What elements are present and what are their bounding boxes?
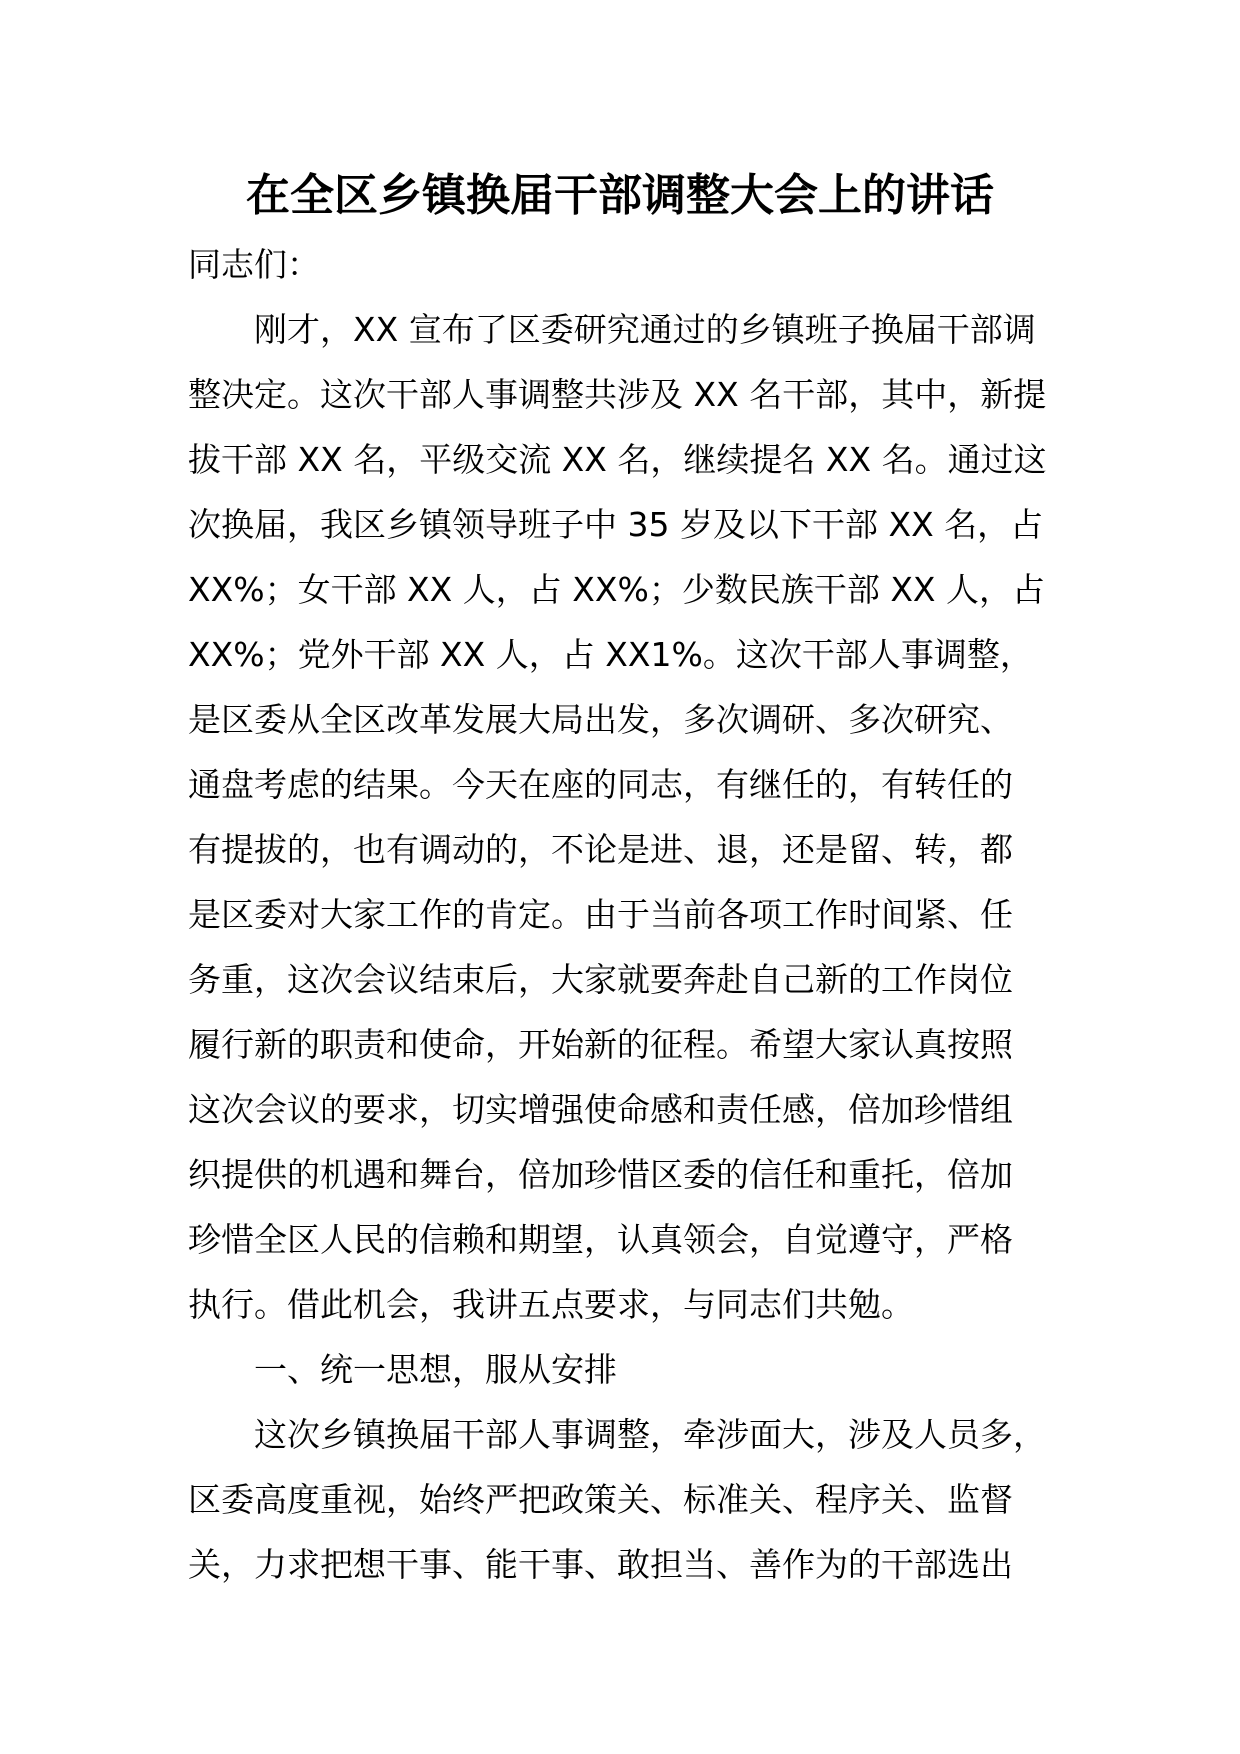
text-line: 有提拔的，也有调动的，不论是进、退，还是留、转，都: [188, 830, 1013, 869]
text-line: 是区委对大家工作的肯定。由于当前各项工作时间紧、任: [188, 895, 1013, 934]
text-line: 拔干部 XX 名，平级交流 XX 名，继续提名 XX 名。通过这: [188, 440, 1047, 479]
text-line: 关，力求把想干事、能干事、敢担当、善作为的干部选出: [188, 1545, 1013, 1584]
text-line: 执行。借此机会，我讲五点要求，与同志们共勉。: [188, 1285, 914, 1324]
text-line: 这次会议的要求，切实增强使命感和责任感，倍加珍惜组: [188, 1090, 1013, 1129]
document-body: [188, 232, 1068, 1597]
text-line: 务重，这次会议结束后，大家就要奔赴自己新的工作岗位: [188, 960, 1013, 999]
paragraph-section-one: [188, 1402, 1068, 1597]
paragraph-intro: [188, 297, 1068, 1337]
text-line: 织提供的机遇和舞台，倍加珍惜区委的信任和重托，倍加: [188, 1155, 1013, 1194]
text-line: 这次乡镇换届干部人事调整，牵涉面大，涉及人员多，: [254, 1415, 1046, 1454]
text-line: 是区委从全区改革发展大局出发，多次调研、多次研究、: [188, 700, 1013, 739]
text-line: 通盘考虑的结果。今天在座的同志，有继任的，有转任的: [188, 765, 1013, 804]
text-line: XX%；女干部 XX 人，占 XX%；少数民族干部 XX 人，占: [188, 570, 1046, 609]
section-heading-text: 一、统一思想，服从安排: [254, 1350, 617, 1389]
text-line: 履行新的职责和使命，开始新的征程。希望大家认真按照: [188, 1025, 1013, 1064]
text-line: XX%；党外干部 XX 人，占 XX1%。这次干部人事调整，: [188, 635, 1033, 674]
text-line: 珍惜全区人民的信赖和期望，认真领会，自觉遵守，严格: [188, 1220, 1013, 1259]
text-line: 整决定。这次干部人事调整共涉及 XX 名干部，其中，新提: [188, 375, 1047, 414]
section-heading: [188, 1337, 1068, 1402]
greeting: 同志们：: [188, 245, 320, 284]
text-line: 区委高度重视，始终严把政策关、标准关、程序关、监督: [188, 1480, 1013, 1519]
text-line: 刚才，XX 宣布了区委研究通过的乡镇班子换届干部调: [254, 310, 1036, 349]
text-line: 次换届，我区乡镇领导班子中 35 岁及以下干部 XX 名，占: [188, 505, 1044, 544]
document-title: 在全区乡镇换届干部调整大会上的讲话: [246, 170, 994, 221]
